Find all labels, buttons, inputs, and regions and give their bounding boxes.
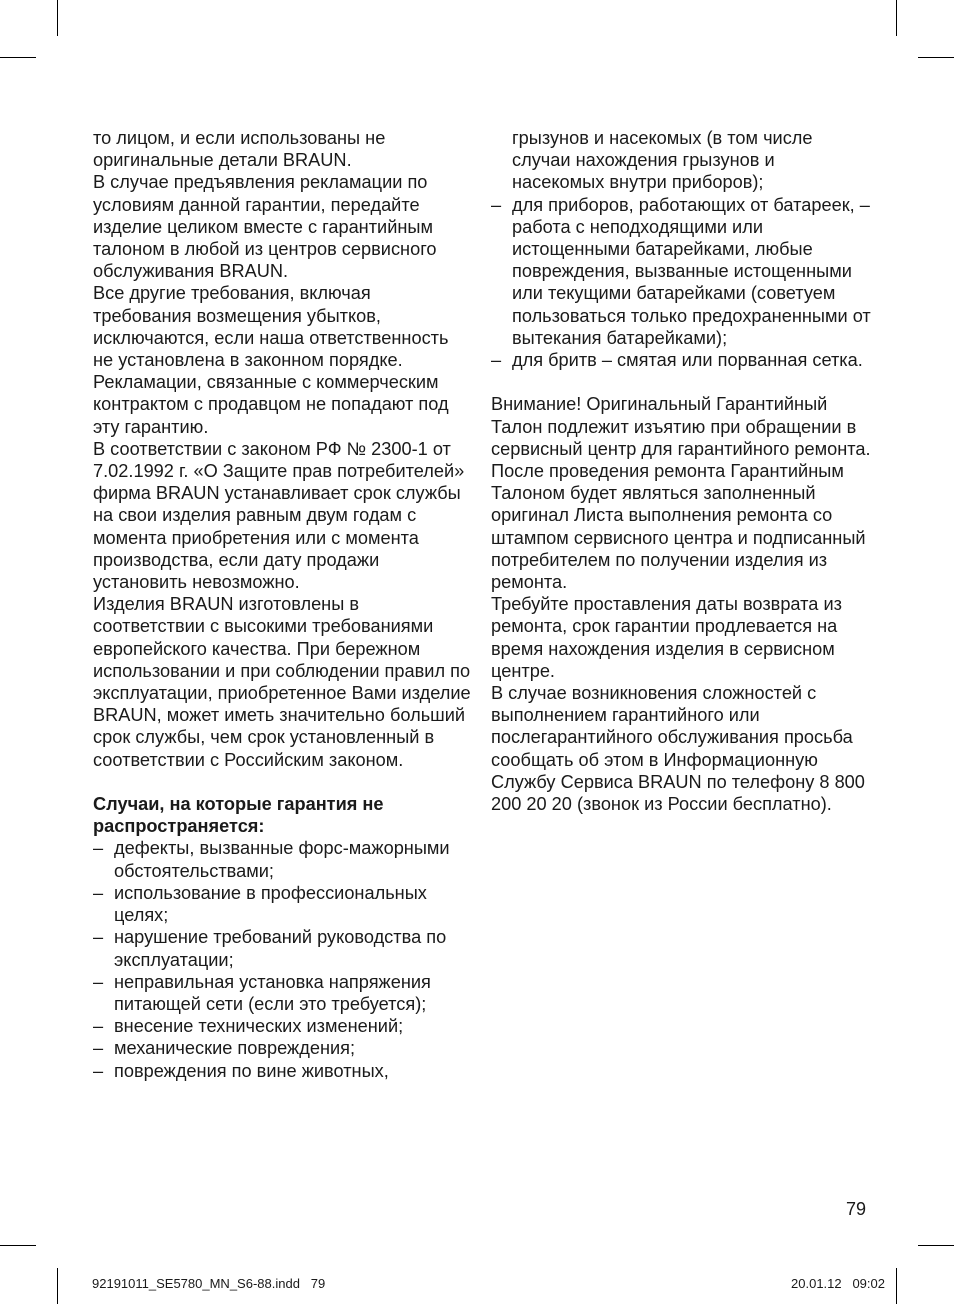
list-item: – для приборов, работающих от батареек, – работа с неподходящими или истощенными батарейками, любые повреждения, вызванные истощенными или текущими батарейками (советуем пользоваться только предохраненными от вытекания батарейками); <box>491 194 871 349</box>
list-item: – для бритв – смятая или порванная сетка. <box>491 349 871 371</box>
crop-mark <box>896 1268 897 1304</box>
paragraph: В случае предъявления рекламации по условиям данной гарантии, передайте изделие целиком вместе с гарантийным талоном в любой из центров сервисного обслуживания BRAUN. <box>93 172 437 282</box>
crop-mark <box>0 1245 36 1246</box>
left-column <box>93 127 473 1082</box>
list-item: – внесение технических изменений; <box>93 1015 473 1037</box>
list-item: – дефекты, вызванные форс-мажорными обстоятельствами; <box>93 837 473 881</box>
paragraph: то лицом, и если использованы не оригинальные детали BRAUN. <box>93 128 386 171</box>
list-item: – неправильная установка напряжения питающей сети (если это требуется); <box>93 971 473 1015</box>
paragraph: Рекламации, связанные с коммерческим контрактом с продавцом не попадают под эту гарантию. <box>93 372 449 437</box>
footer-date-time: 20.01.12 09:02 <box>791 1276 885 1291</box>
section-heading: Случаи, на которые гарантия не распространяется: <box>93 794 384 837</box>
crop-mark <box>0 57 36 58</box>
paragraph: Изделия BRAUN изготовлены в соответствии с высокими требованиями европейского качества. При бережном использовании и при соблюдении правил по эксплуатации, приобретенное Вами изделие BRAUN, может иметь значительно больший срок службы, чем срок установленный в соответствии с Российским законом. <box>93 594 471 770</box>
list-item: – повреждения по вине животных, <box>93 1060 473 1082</box>
exclusions-list-continued <box>491 194 871 372</box>
paragraph: Требуйте проставления даты возврата из ремонта, срок гарантии продлевается на время нахождения изделия в сервисном центре. <box>491 594 842 681</box>
crop-mark <box>918 1245 954 1246</box>
list-item: – механические повреждения; <box>93 1037 473 1059</box>
crop-mark <box>896 0 897 36</box>
list-item: – использование в профессиональных целях; <box>93 882 473 926</box>
list-item: – нарушение требований руководства по эксплуатации; <box>93 926 473 970</box>
crop-mark <box>57 1268 58 1304</box>
footer-file-name: 92191011_SE5780_MN_S6-88.indd 79 <box>92 1276 326 1291</box>
exclusions-list <box>93 837 473 1081</box>
crop-mark <box>918 57 954 58</box>
paragraph: Внимание! Оригинальный Гарантийный Талон подлежит изъятию при обращении в сервисный центр для гарантийного ремонта. После проведения ремонта Гарантийным Талоном будет являться заполненный оригинал Листа выполнения ремонта со штампом сервисного центра и подписанный потребителем по получении изделия из ремонта. <box>491 394 871 593</box>
page-number: 79 <box>845 1199 866 1219</box>
right-column <box>491 127 871 815</box>
paragraph: Все другие требования, включая требования возмещения убытков, исключаются, если наша ответственность не установлена в законном порядке. <box>93 283 449 371</box>
crop-mark <box>57 0 58 36</box>
paragraph: В соответствии с законом РФ № 2300-1 от 7.02.1992 г. «О Защите прав потребителей» фирма BRAUN устанавливает срок службы на свои изделия равным двум годам с момента приобретения или с момента производства, если дату продажи установить невозможно. <box>93 438 465 593</box>
paragraph: В случае возникновения сложностей с выполнением гарантийного или послегарантийного обслуживания просьба сообщать об этом в Информационную Службу Сервиса BRAUN по телефону 8 800 200 20 20 (звонок из России бесплатно). <box>491 683 865 815</box>
list-item-continuation: грызунов и насекомых (в том числе случаи нахождения грызунов и насекомых внутри приборов); <box>512 128 813 193</box>
